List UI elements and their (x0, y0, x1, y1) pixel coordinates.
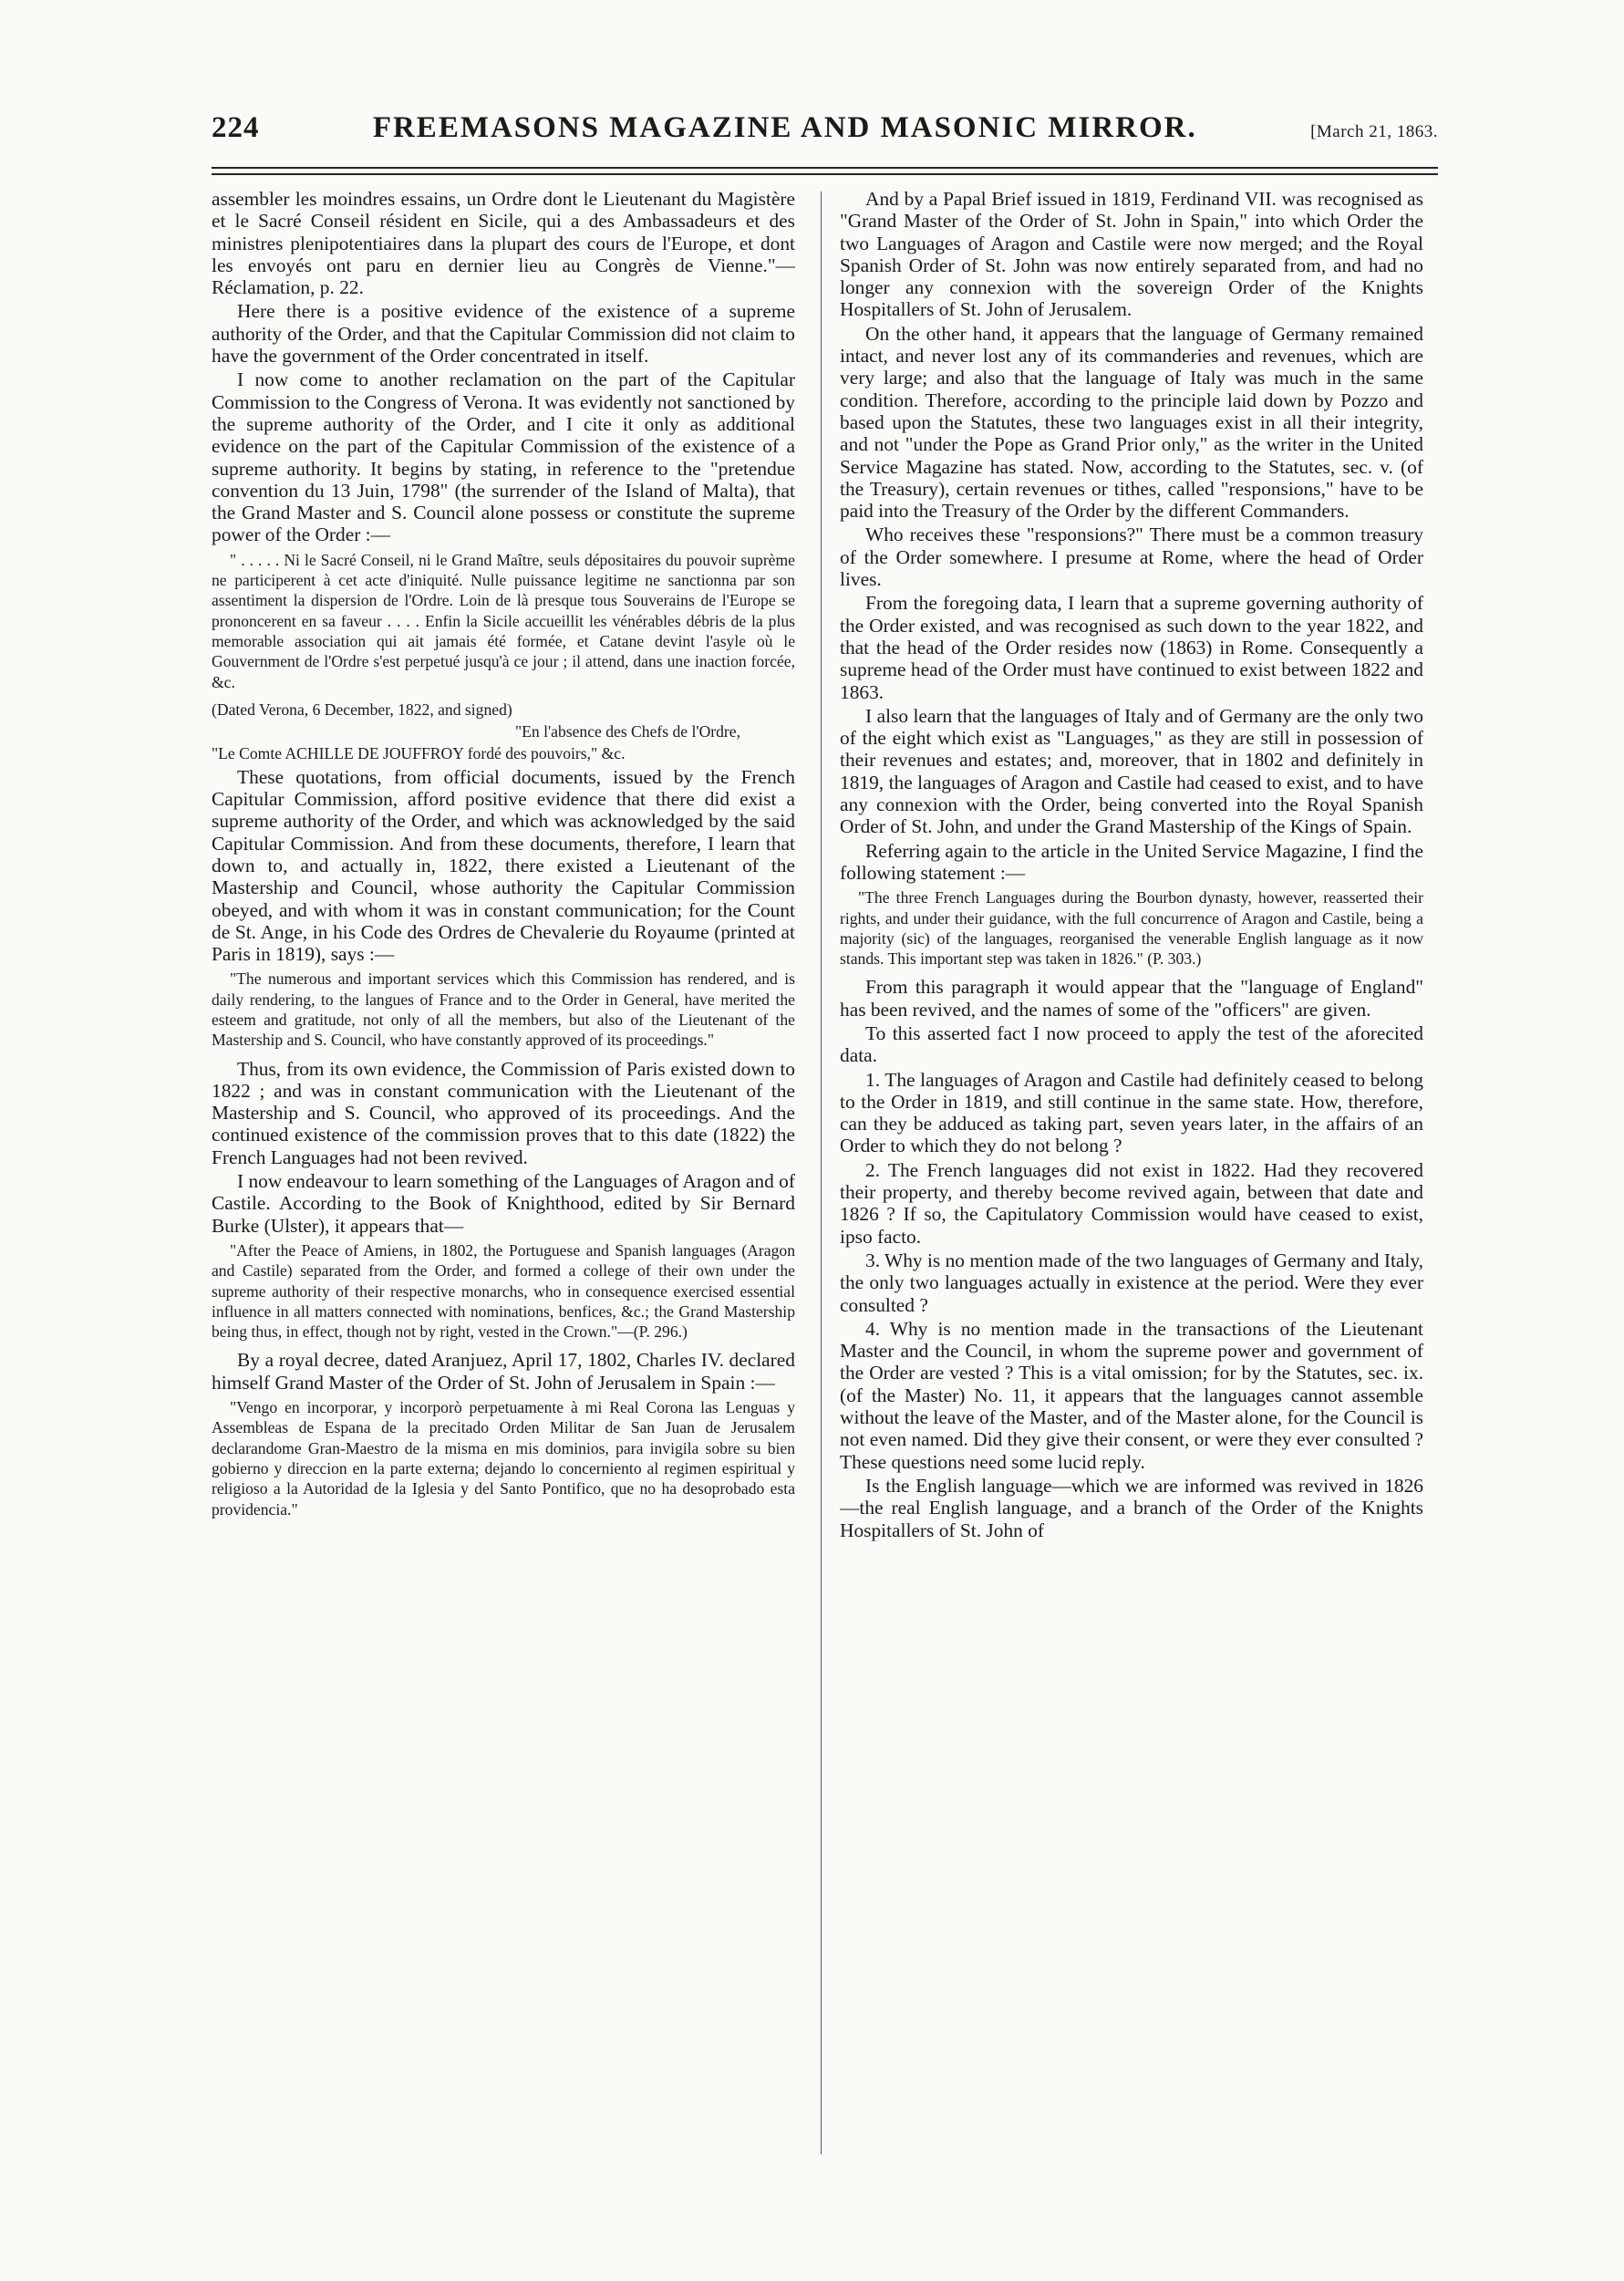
block-quote: "The three French Languages during the Bourbon dynasty, however, reasserted their rights, and under their guidance, with the full concurrence of Aragon and Castile, being a majority (sic) of the languages, reorganised the venerable English language as it now stands. This important step was taken in 1826." (P. 303.) (840, 888, 1423, 969)
paragraph: I now endeavour to learn something of the Languages of Aragon and of Castile. According to the Book of Knighthood, edited by Sir Bernard Burke (Ulster), it appears that— (212, 1170, 795, 1237)
paragraph: Here there is a positive evidence of the existence of a supreme authority of the Order, and that the Capitular Commission did not claim to have the government of the Order concentrated in itself. (212, 300, 795, 368)
block-quote: "Vengo en incorporar, y incorporò perpetuamente à mi Real Corona las Lenguas y Assembleas de Espana de la precitado Orden Militar de San Juan de Jerusalem declarandome Gran-Maestro de la misma en mis dominios, para invigila sobre su bien gobierno y direccion en la parte externa; dejando lo concerniento al regimen espiritual y religioso a la Autoridad de la Iglesia y del Santo Pontifico, que no ha desoprobado esta providencia." (212, 1398, 795, 1519)
quote-date-line: (Dated Verona, 6 December, 1822, and signed) (212, 700, 512, 719)
right-column (840, 188, 1423, 2194)
paragraph: To this asserted fact I now proceed to apply the test of the aforecited data. (840, 1021, 1423, 1067)
paragraph: Referring again to the article in the United Service Magazine, I find the following statement :— (840, 839, 1423, 884)
page-number: 224 (212, 111, 260, 144)
paragraph: On the other hand, it appears that the language of Germany remained intact, and never lost any of its commanderies and revenues, which are very large; and also that the language of Italy was much in the same condition. Therefore, according to the principle laid down by Pozzo and based upon the Statutes, these two languages exist in all their integrity, and not "under the Pope as Grand Prior only," as the writer in the United Service Magazine has stated. Now, according to the Statutes, sec. v. (of the Treasury), certain revenues or tithes, called "responsions," have to be paid into the Treasury of the Order by the different Commanders. (840, 322, 1423, 523)
numbered-point: 3. Why is no mention made of the two languages of Germany and Italy, the only two languages actually in existence at the period. Were they ever consulted ? (840, 1249, 1423, 1316)
quote-signature-name: "Le Comte ACHILLE DE JOUFFROY fordé des pouvoirs," &c. (212, 744, 626, 763)
paragraph: Thus, from its own evidence, the Commission of Paris existed down to 1822 ; and was in constant communication with the Lieutenant of the Mastership and S. Council, who approved of its proceedings. And the continued existence of the commission proves that to this date (1822) the French Languages had not been revived. (212, 1057, 795, 1168)
numbered-point: 1. The languages of Aragon and Castile had definitely ceased to belong to the Order in 1819, and still continue in the same state. How, therefore, can they be adduced as taking part, seven years later, in the affairs of an Order to which they do not belong ? (840, 1068, 1423, 1157)
paragraph: I now come to another reclamation on the part of the Capitular Commission to the Congress of Verona. It was evidently not sanctioned by the supreme authority of the Order, and I cite it only as additional evidence on the part of the Capitular Commission of the existence of a supreme authority. It begins by stating, in reference to the "pretendue convention du 13 Juin, 1798" (the surrender of the Island of Malta), that the Grand Master and S. Council alone possess or constitute the supreme power of the Order :— (212, 368, 795, 546)
page-header (212, 111, 1438, 157)
paragraph: assembler les moindres essains, un Ordre dont le Lieutenant du Magistère et le Sacré Conseil résident en Sicile, qui a des Ambassadeurs et des ministres plenipotentiaires dans la plupart des cours de l'Europe, et dont les envoyés ont paru en dernier lieu au Congrès de Vienne."—Réclamation, p. 22. (212, 188, 795, 299)
block-quote: " . . . . . Ni le Sacré Conseil, ni le Grand Maître, seuls dépositaires du pouvoir suprème ne participerent à cet acte d'iniquité. Nulle puissance legitime ne sanctionna par son assentiment la dispersion de l'Ordre. Loin de là presque tous Souverains de l'Europe se prononcerent en sa faveur . . . . Enfin la Sicile accueillit les vénérables débris de la plus memorable association qui ait jamais été formée, et Catane devint l'asyle où le Gouvernment de l'Ordre s'est perpetué jusqu'à ce jour ; il attend, dans une inaction forcée, &c. (212, 550, 795, 691)
header-rule-top (212, 167, 1438, 169)
paragraph: I also learn that the languages of Italy and of Germany are the only two of the eight which exist as "Languages," as they are still in possession of their revenues and estates; and, moreover, that in 1802 and definitely in 1819, the languages of Aragon and Castile had ceased to exist, and to have any connexion with the Order, being converted into the Royal Spanish Order of St. John, and under the Grand Mastership of the Kings of Spain. (840, 704, 1423, 838)
paragraph: From this paragraph it would appear that the "language of England" has been revived, and the names of some of the "officers" are given. (840, 976, 1423, 1021)
column-divider (821, 192, 822, 2154)
paragraph: From the foregoing data, I learn that a supreme governing authority of the Order existed, and was recognised as such down to the year 1822, and that the head of the Order resides now (1863) in Rome. Consequently a supreme head of the Order must have continued to exist between 1822 and 1863. (840, 592, 1423, 703)
numbered-point: 2. The French languages did not exist in 1822. Had they recovered their property, and thereby become revived again, between that date and 1826 ? If so, the Capitulatory Commission would have ceased to exist, ipso facto. (840, 1158, 1423, 1248)
left-column (212, 188, 795, 2194)
masthead-title: FREEMASONS MAGAZINE AND MASONIC MIRROR. (372, 111, 1197, 144)
block-quote: "After the Peace of Amiens, in 1802, the Portuguese and Spanish languages (Aragon and Castile) separated from the Order, and formed a college of their own under the supreme authority of their respective monarchs, who in consequence exercised essential influence in all matters connected with nominations, benfices, &c.; the Grand Mastership being thus, in effect, though not by right, vested in the Crown."—(P. 296.) (212, 1240, 795, 1342)
paragraph: Who receives these "responsions?" There must be a common treasury of the Order somewhere. I presume at Rome, where the head of Order lives. (840, 524, 1423, 591)
numbered-point: 4. Why is no mention made in the transactions of the Lieutenant Master and the Council, in whom the supreme power and government of the Order are vested ? This is a vital omission; for by the Statutes, sec. ix. (of the Master) No. 11, it appears that the languages cannot assemble without the leave of the Master, and of the Master alone, for the Council is not even named. Did they give their consent, or were they ever consulted ? These questions need some lucid reply. (840, 1317, 1423, 1473)
header-rule-bottom (212, 173, 1438, 175)
paragraph: And by a Papal Brief issued in 1819, Ferdinand VII. was recognised as "Grand Master of the Order of St. John in Spain," into which Order the two Languages of Aragon and Castile were now merged; and the Royal Spanish Order of St. John was now entirely separated from, and had no longer any connexion with the sovereign Order of the Knights Hospitallers of St. John of Jerusalem. (840, 188, 1423, 321)
paragraph: By a royal decree, dated Aranjuez, April 17, 1802, Charles IV. declared himself Grand Master of the Order of St. John of Jerusalem in Spain :— (212, 1349, 795, 1394)
paragraph: These quotations, from official documents, issued by the French Capitular Commission, afford positive evidence that there did exist a supreme authority of the Order, and which was acknowledged by the said Capitular Commission. And from these documents, therefore, I learn that down to, and actually in, 1822, there existed a Lieutenant of the Mastership and Council, whose authority the Capitular Commission obeyed, and with whom it was in constant communication; for the Count de St. Ange, in his Code des Ordres de Chevalerie du Royaume (printed at Paris in 1819), says :— (212, 765, 795, 966)
paragraph: Is the English language—which we are informed was revived in 1826—the real English language, and a branch of the Order of the Knights Hospitallers of St. John of (840, 1474, 1423, 1541)
quote-signature-line: "En l'absence des Chefs de l'Ordre, (514, 722, 740, 741)
block-quote: "The numerous and important services which this Commission has rendered, and is daily rendering, to the langues of France and to the Order in General, have merited the esteem and gratitude, not only of all the members, but also of the Lieutenant of the Mastership and S. Council, who have constantly approved of its proceedings." (212, 969, 795, 1050)
issue-date: [March 21, 1863. (1310, 122, 1438, 141)
